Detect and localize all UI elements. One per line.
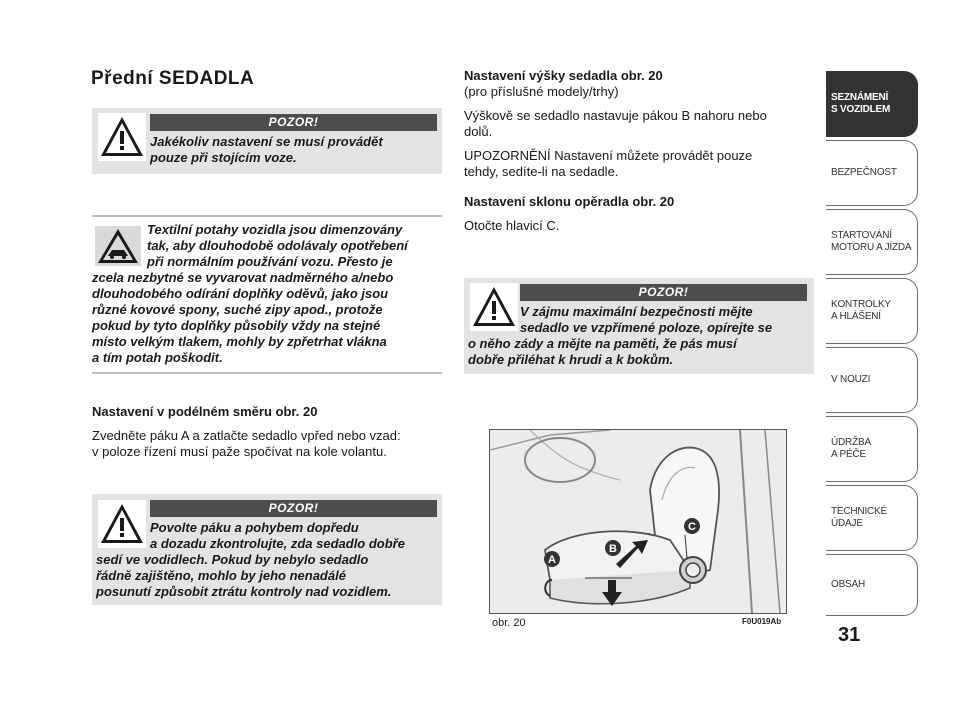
note-line: zcela nezbytné se vyvarovat nadměrného a/nebo xyxy=(92,270,394,285)
warning-line: o něho zády a mějte na paměti, že pás musí xyxy=(468,336,737,351)
tab-label: V NOUZI xyxy=(831,374,871,385)
note-line: místo velkým tlakem, mohly by zpřetrhat vlákna xyxy=(92,334,387,349)
warning-line: V zájmu maximální bezpečnosti mějte xyxy=(520,304,753,319)
warning-box-3 xyxy=(464,278,814,374)
warning-label: POZOR! xyxy=(150,500,437,517)
warning-text-continued xyxy=(468,336,813,368)
warning-box-2 xyxy=(92,494,442,605)
tab-label: KONTROLKY xyxy=(831,299,891,310)
tab-label: A HLÁŠENÍ xyxy=(831,311,881,322)
warning-line: dobře přiléhat k hrudi a k bokům. xyxy=(468,352,674,367)
warning-line: posunutí způsobit ztrátu kontroly nad vozidlem. xyxy=(96,584,392,599)
warning-line: řádně zajištěno, mohlo by jeho nenadálé xyxy=(96,568,346,583)
note-divider-bottom xyxy=(92,372,442,374)
warning-line: Povolte páku a pohybem dopředu xyxy=(150,520,359,535)
warning-label: POZOR! xyxy=(150,114,437,131)
tab-kontrolky[interactable] xyxy=(826,278,918,344)
section-heading: Nastavení v podélném směru obr. 20 xyxy=(92,404,318,419)
tab-label: SEZNÁMENÍ xyxy=(831,92,889,103)
section-longitudinal xyxy=(92,404,452,460)
tab-label: BEZPEČNOST xyxy=(831,167,897,178)
body-line: v poloze řízení musí paže spočívat na kole volantu. xyxy=(92,444,387,459)
warning-text xyxy=(150,134,437,166)
tab-label: ÚDAJE xyxy=(831,518,863,529)
callout-a: A xyxy=(548,554,556,566)
warning-box-1 xyxy=(92,108,442,174)
body-line: UPOZORNĚNÍ Nastavení můžete provádět pouze xyxy=(464,148,753,163)
section-heading: Nastavení výšky sedadla obr. 20 xyxy=(464,68,663,83)
tab-udrzba[interactable] xyxy=(826,416,918,482)
note-line: a tím potah poškodit. xyxy=(92,350,223,365)
body-line: dolů. xyxy=(464,124,493,139)
warning-line: sedí ve vodidlech. Pokud by nebylo sedadlo xyxy=(96,552,369,567)
tab-label: STARTOVÁNÍ xyxy=(831,230,892,241)
body-line: Výškově se sedadlo nastavuje pákou B nahoru nebo xyxy=(464,108,767,123)
page-title: Přední SEDADLA xyxy=(91,68,255,89)
tab-bezpecnost[interactable] xyxy=(826,140,918,206)
page-number: 31 xyxy=(838,624,861,646)
tab-label: A PÉČE xyxy=(831,449,866,460)
note-text xyxy=(147,222,447,270)
tab-label: OBSAH xyxy=(831,579,866,590)
tab-v-nouzi[interactable] xyxy=(826,347,918,413)
warning-line: a dozadu zkontrolujte, zda sedadlo dobře xyxy=(150,536,405,551)
tab-label: ÚDRŽBA xyxy=(831,437,871,448)
note-divider-top xyxy=(92,215,442,217)
warning-line: Jakékoliv nastavení se musí provádět xyxy=(150,134,383,149)
figure-caption: obr. 20 xyxy=(492,617,526,629)
section-height xyxy=(464,68,814,234)
callout-c: C xyxy=(688,521,696,533)
note-line: různé kovové spony, suché zipy apod., protože xyxy=(92,302,383,317)
warning-text-continued xyxy=(96,552,441,600)
warning-triangle-icon xyxy=(98,500,146,548)
seat-figure xyxy=(489,429,787,614)
body-line: Otočte hlavicí C. xyxy=(464,218,560,233)
tab-startovani[interactable] xyxy=(826,209,918,275)
warning-label: POZOR! xyxy=(520,284,807,301)
figure-code: F0U019Ab xyxy=(742,617,782,626)
note-line: tak, aby dlouhodobě odolávaly opotřebení xyxy=(147,238,408,253)
car-seat-note-icon xyxy=(95,226,141,266)
callout-b: B xyxy=(609,543,617,555)
warning-triangle-icon xyxy=(98,113,146,161)
seat-illustration xyxy=(490,430,786,613)
warning-line: sedadlo ve vzpřímené poloze, opírejte se xyxy=(520,320,773,335)
note-line: Textilní potahy vozidla jsou dimenzovány xyxy=(147,222,403,237)
note-text-continued xyxy=(92,270,452,366)
tab-obsah[interactable] xyxy=(826,554,918,616)
warning-text xyxy=(150,520,437,552)
warning-line: pouze při stojícím voze. xyxy=(150,150,297,165)
tab-label: S VOZIDLEM xyxy=(831,104,891,115)
note-line: pokud by tyto doplňky působily vždy na stejné xyxy=(92,318,381,333)
warning-text xyxy=(520,304,810,336)
note-line: dlouhodobého odírání doplňky oděvů, jako jsou xyxy=(92,286,389,301)
tab-label: MOTORU A JÍZDA xyxy=(831,242,912,253)
section-heading: Nastavení sklonu opěradla obr. 20 xyxy=(464,194,675,209)
body-line: (pro příslušné modely/trhy) xyxy=(464,84,619,99)
tab-technicke[interactable] xyxy=(826,485,918,551)
body-line: Zvedněte páku A a zatlačte sedadlo vpřed nebo vzad: xyxy=(92,428,401,443)
note-line: při normálním používání vozu. Přesto je xyxy=(147,254,393,269)
tab-seznameni[interactable] xyxy=(826,71,918,137)
warning-triangle-icon xyxy=(470,283,518,331)
tab-label: TECHNICKÉ xyxy=(831,506,887,517)
body-line: tehdy, sedíte-li na sedadle. xyxy=(464,164,619,179)
